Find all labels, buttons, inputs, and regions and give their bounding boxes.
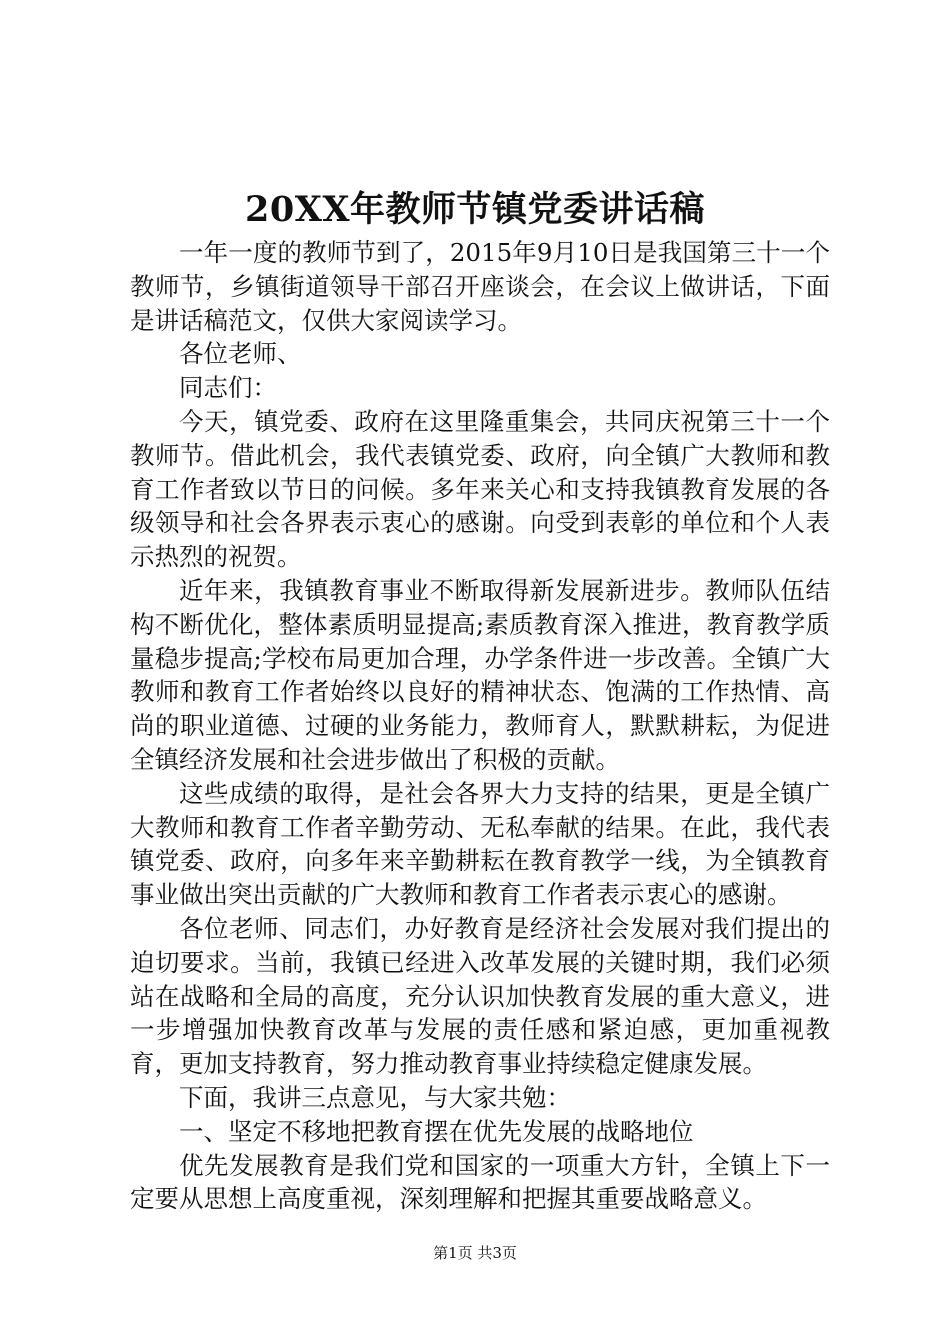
document-title: 20XX年教师节镇党委讲话稿 bbox=[244, 189, 706, 230]
paragraph-salutation-comrades: 同志们： bbox=[179, 373, 277, 403]
paragraph-intro: 一年一度的教师节到了，2015年9月10日是我国第三十一个教师节，乡镇街道领导干部召开座谈会，在会议上做讲话，下面是讲话稿范文，仅供大家阅读学习。 bbox=[130, 238, 830, 335]
section-heading-1: 一、坚定不移地把教育摆在优先发展的战略地位 bbox=[179, 1116, 694, 1146]
document-body bbox=[130, 236, 830, 1216]
paragraph-progress: 近年来，我镇教育事业不断取得新发展新进步。教师队伍结构不断优化，整体素质明显提高;素质教育深入推进，教育教学质量稳步提高;学校布局更加合理，办学条件进一步改善。全镇广大教师和教育工作者始终以良好的精神状态、饱满的工作热情、高尚的职业道德、过硬的业务能力，教师育人，默默耕耘，为促进全镇经济发展和社会进步做出了积极的贡献。 bbox=[130, 575, 830, 774]
paragraph-requirements: 各位老师、同志们，办好教育是经济社会发展对我们提出的迫切要求。当前，我镇已经进入改革发展的关键时期，我们必须站在战略和全局的高度，充分认识加快教育发展的重大意义，进一步增强加快教育改革与发展的责任感和紧迫感，更加重视教育，更加支持教育，努力推动教育事业持续稳定健康发展。 bbox=[130, 913, 830, 1079]
paragraph-celebration: 今天，镇党委、政府在这里隆重集会，共同庆祝第三十一个教师节。借此机会，我代表镇党委、政府，向全镇广大教师和教育工作者致以节日的问候。多年来关心和支持我镇教育发展的各级领导和社会各界表示衷心的感谢。向受到表彰的单位和个人表示热烈的祝贺。 bbox=[130, 406, 830, 572]
paragraph-priority: 优先发展教育是我们党和国家的一项重大方针，全镇上下一定要从思想上高度重视，深刻理解和把握其重要战略意义。 bbox=[130, 1150, 830, 1214]
paragraph-three-points: 下面，我讲三点意见，与大家共勉： bbox=[179, 1082, 571, 1112]
page-footer: 第1页 共3页 bbox=[433, 1244, 517, 1262]
paragraph-achievements: 这些成绩的取得，是社会各界大力支持的结果，更是全镇广大教师和教育工作者辛勤劳动、无私奉献的结果。在此，我代表镇党委、政府，向多年来辛勤耕耘在教育教学一线，为全镇教育事业做出突出贡献的广大教师和教育工作者表示衷心的感谢。 bbox=[130, 778, 830, 910]
paragraph-salutation-teachers: 各位老师、 bbox=[179, 339, 302, 369]
